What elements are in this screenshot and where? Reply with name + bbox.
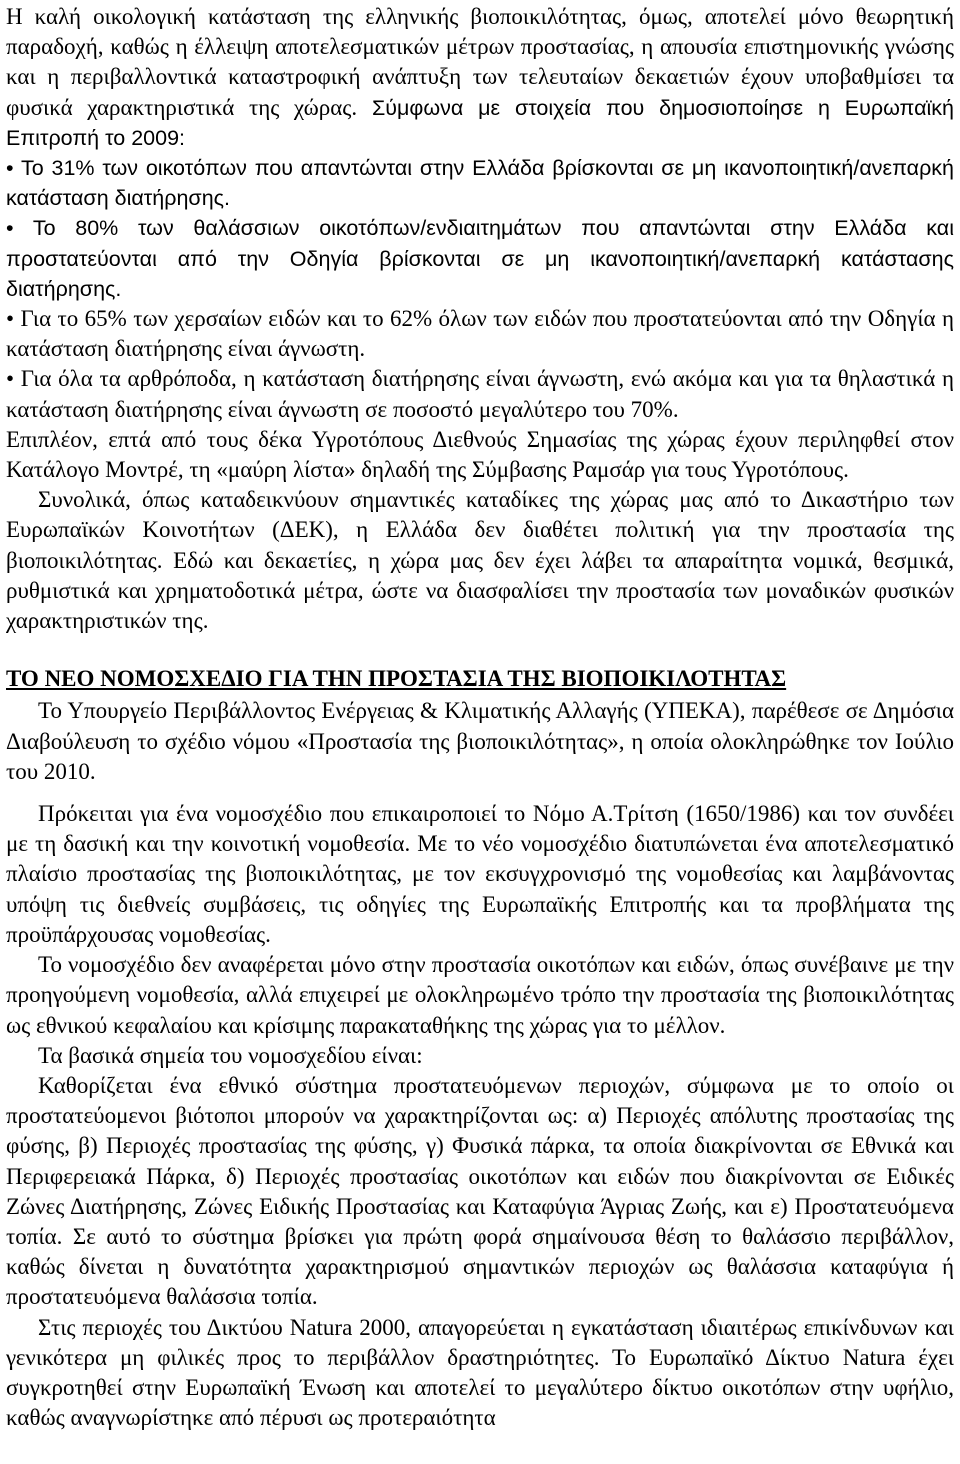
paragraph-natura: Στις περιοχές του Δικτύου Natura 2000, απαγορεύεται η εγκατάσταση ιδιαιτέρως επικίνδυνων και γενικότερα μη φιλικές προς το περιβάλλον δραστηριότητες. Το Ευρωπαϊκό Δίκτυο Natura έχει συγκροτηθεί στην Ευρωπαϊκή Ένωση και αποτελεί το μεγαλύτερο δίκτυο οικοτόπων στην υφήλιο, καθώς αναγνωρίστηκε από πέρυσι ως προτεραιότητα bbox=[6, 1314, 954, 1431]
intro-eu-text: Σύμφωνα με στοιχεία που δημοσιοποίησε η Ευρωπαϊκή Επιτροπή το 2009: bbox=[6, 95, 954, 150]
paragraph-summary: Συνολικά, όπως καταδεικνύουν σημαντικές καταδίκες της χώρας μας από το Δικαστήριο των Ευρωπαϊκών Κοινοτήτων (ΔΕΚ), η Ελλάδα δεν διαθέτει πολιτική για την προστασία της βιοποικιλότητας. Εδώ και δεκαετίες, η χώρα μας δεν έχει λάβει τα απαραίτητα νομικά, θεσμικά, ρυθμιστικά και χρηματοδοτικά μέτρα, ώστε να διασφαλίσει την προστασία των μοναδικών φυσικών χαρακτηριστικών της. bbox=[6, 487, 954, 634]
paragraph-protected-areas: Καθορίζεται ένα εθνικό σύστημα προστατευόμενων περιοχών, σύμφωνα με το οποίο οι προστατεύομενοι βιότοποι μπορούν να χαρακτηρίζονται ως: α) Περιοχές απόλυτης προστασίας της φύσης, β) Περιοχές προστασίας της φύσης, γ) Φυσικά πάρκα, τα οποία διακρίνονται σε Εθνικά και Περιφερειακά Πάρκα, δ) Περιοχές προστασίας οικοτόπων και ειδών που διακρίνονται σε Ειδικές Ζώνες Διατήρησης, Ζώνες Ειδικής Προστασίας και Καταφύγια Άγριας Ζωής, και ε) Προστατευόμενα τοπία. Σε αυτό το σύστημα βρίσκει για πρώτη φορά σημαίνουσα θέση το θαλάσσιο περιβάλλον, καθώς δίνεται η δυνατότητα χαρακτηρισμού σημαντικών περιοχών ως θαλάσσια καταφύγια ή προστατευόμενα θαλάσσια τοπία. bbox=[6, 1072, 954, 1310]
bullet-item-marine: • Το 80% των θαλάσσιων οικοτόπων/ενδιαιτημάτων που απαντώνται στην Ελλάδα και προστατεύονται από την Οδηγία βρίσκονται σε μη ικανοποιητική/ανεπαρκή κατάστασης διατήρησης. bbox=[6, 213, 954, 304]
section-heading: ΤΟ ΝΕΟ ΝΟΜΟΣΧΕΔΙΟ ΓΙΑ ΤΗΝ ΠΡΟΣΤΑΣΙΑ ΤΗΣ ΒΙΟΠΟΙΚΙΛΟΤΗΤΑΣ bbox=[6, 666, 787, 692]
bullet-item-species: • Για το 65% των χερσαίων ειδών και το 62% όλων των ειδών που προστατεύονται από την Οδηγία η κατάσταση διατήρησης είναι άγνωστη. bbox=[6, 304, 954, 364]
paragraph-key-points-intro: Τα βασικά σημεία του νομοσχεδίου είναι: bbox=[38, 1042, 423, 1068]
paragraph-wetlands: Επιπλέον, επτά από τους δέκα Υγροτόπους Διεθνούς Σημασίας της χώρας έχουν περιληφθεί στον Κατάλογο Μοντρέ, τη «μαύρη λίστα» δηλαδή της Σύμβασης Ραμσάρ για τους Υγροτόπους. bbox=[6, 426, 954, 483]
bullet-item-arthropods: • Για όλα τα αρθρόποδα, η κατάσταση διατήρησης είναι άγνωστη, ενώ ακόμα και για τα θηλαστικά η κατάσταση διατήρησης είναι άγνωστη σε ποσοστό μεγαλύτερο του 70%. bbox=[6, 364, 954, 424]
paragraph-intro bbox=[6, 2, 954, 153]
bullet-item-habitats: • Το 31% των οικοτόπων που απαντώνται στην Ελλάδα βρίσκονται σε μη ικανοποιητική/ανεπαρκή κατάσταση διατήρησης. bbox=[6, 153, 954, 213]
paragraph-bill-scope: Το νομοσχέδιο δεν αναφέρεται μόνο στην προστασία οικοτόπων και ειδών, όπως συνέβαινε με την προηγούμενη νομοθεσία, αλλά επιχειρεί με ολοκληρωμένο τρόπο την προστασία της βιοποικιλότητας ως εθνικού κεφαλαίου και κρίσιμης παρακαταθήκης της χώρας για το μέλλον. bbox=[6, 952, 954, 1038]
intro-text: Η καλή οικολογική κατάσταση της ελληνικής βιοποικιλότητας, όμως, αποτελεί μόνο θεωρητική παραδοχή, καθώς η έλλειψη αποτελεσματικών μέτρων προστασίας, η απουσία επιστημονικής γνώσης και η περιβαλλοντικά καταστροφική ανάπτυξη των τελευταίων δεκαετιών έχουν υποβαθμίσει τα φυσικά χαρακτηριστικά της χώρας. bbox=[6, 4, 954, 120]
paragraph-bill-description: Πρόκειται για ένα νομοσχέδιο που επικαιροποιεί το Νόμο Α.Τρίτση (1650/1986) και τον συνδέει με τη δασική και την κοινοτική νομοθεσία. Με το νέο νομοσχέδιο διατυπώνεται ένα αποτελεσματικό πλαίσιο προστασίας της βιοποικιλότητας, με τον εκσυγχρονισμό της νομοθεσίας και λαμβάνοντας υπόψη τις διεθνείς συμβάσεις, τις οδηγίες της Ευρωπαϊκής Επιτροπής και τα προβλήματα της προϋπάρχουσας νομοθεσίας. bbox=[6, 801, 954, 947]
paragraph-consultation: Το Υπουργείο Περιβάλλοντος Ενέργειας & Κλιματικής Αλλαγής (ΥΠΕΚΑ), παρέθεσε σε Δημόσια Διαβούλευση το σχέδιο νόμου «Προστασία της βιοποικιλότητας», η οποία ολοκληρώθηκε τον Ιούλιο του 2010. bbox=[6, 698, 954, 784]
